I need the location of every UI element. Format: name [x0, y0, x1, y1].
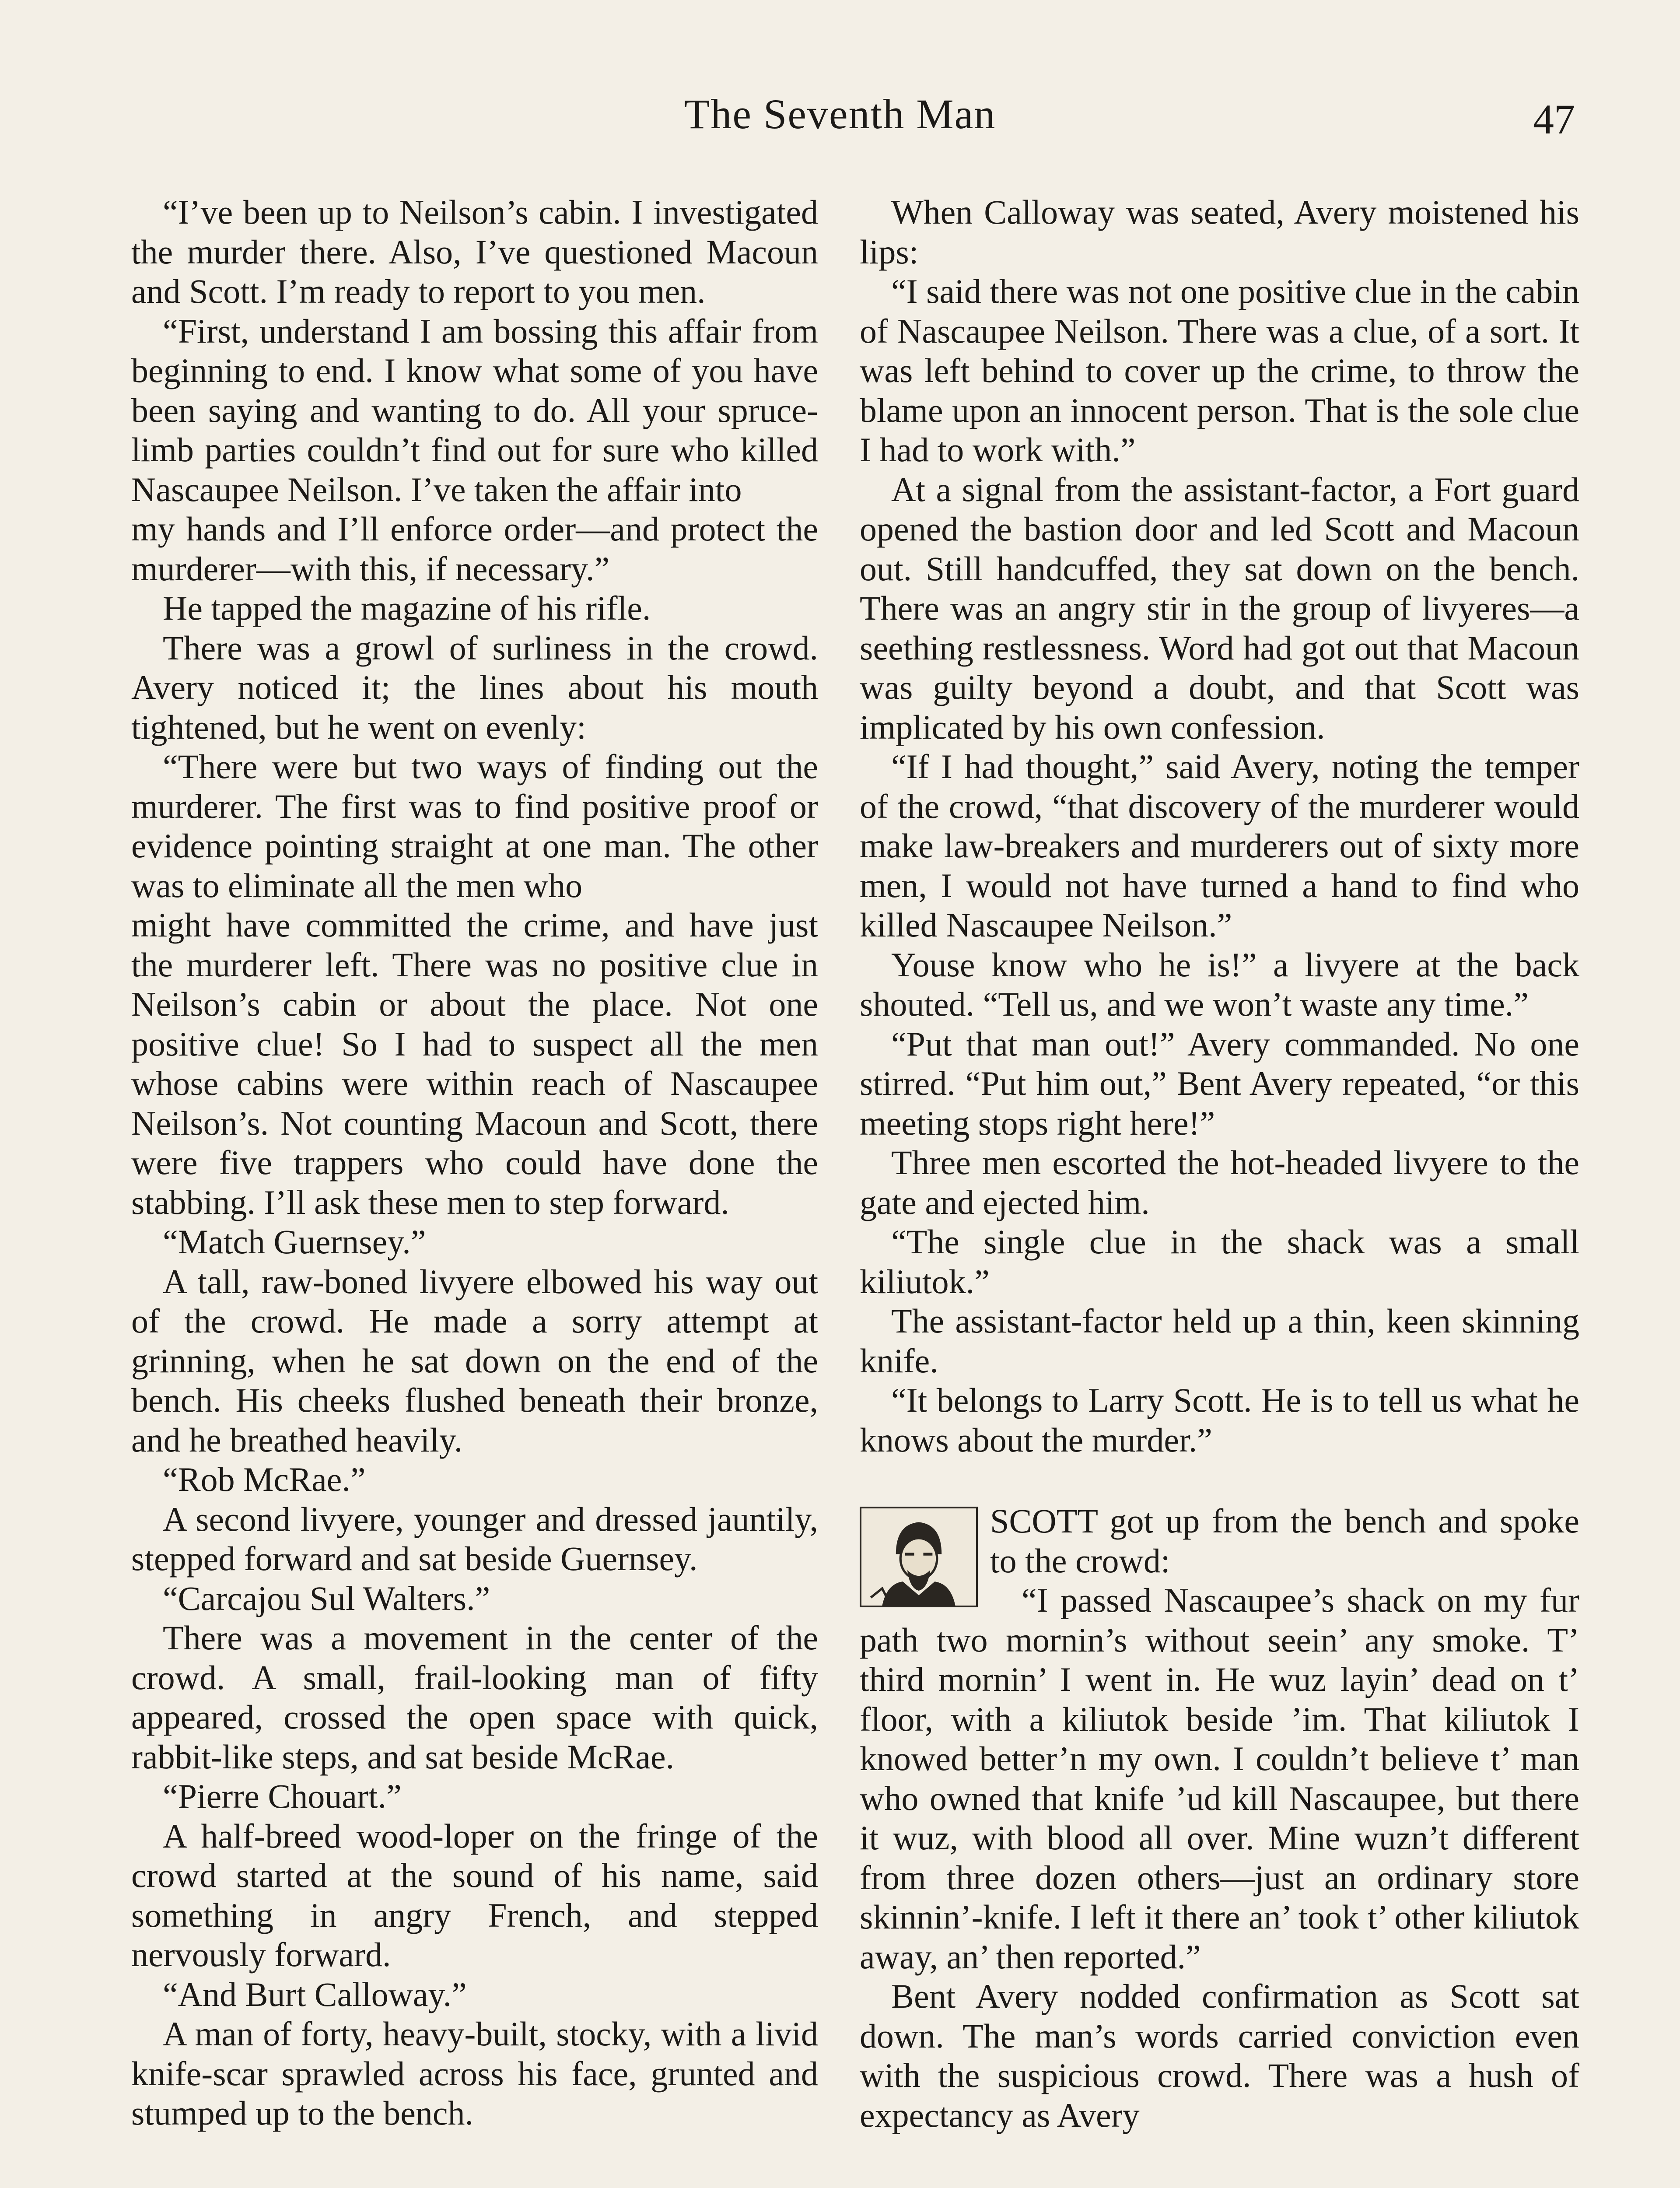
paragraph: “And Burt Calloway.”: [163, 1975, 467, 2013]
paragraph: Three men escorted the hot-headed livyere to the gate and ejected him.: [860, 1143, 1579, 1221]
paragraph: “If I had thought,” said Avery, noting the temper of the crowd, “that discovery of the murderer would make law-breakers and murderers out of sixty more men, I would not have turned a hand to find who killed Nascaupee Neilson.”: [860, 747, 1579, 944]
paragraph: “Rob McRae.”: [163, 1460, 366, 1498]
paragraph: “Carcajou Sul Walters.”: [163, 1579, 490, 1617]
running-head: [0, 90, 1680, 142]
paragraph: He tapped the magazine of his rifle.: [163, 589, 651, 627]
page-number: 47: [1533, 96, 1575, 143]
paragraph: The assistant-factor held up a thin, keen skinning knife.: [860, 1302, 1579, 1380]
paragraph: “I passed Nascaupee’s shack on my fur path two mornin’s without seein’ any smoke. T’ third mornin’ I went in. He wuz layin’ dead on t’ floor, with a kiliutok beside ’im. That kiliutok I knowed better’n my own. I couldn’t believe t’ man who owned that knife ’ud kill Nascaupee, but there it wuz, with blood all over. Mine wuzn’t different from three dozen others—just an ordinary store skinnin’-knife. I left it there an’ took t’ other kiliutok away, an’ then reported.”: [860, 1581, 1579, 1976]
paragraph: “Match Guernsey.”: [163, 1223, 426, 1261]
section-opening-paragraph: SCOTT got up from the bench and spoke to the crowd:: [990, 1502, 1579, 1580]
paragraph: There was a growl of surliness in the crowd. Avery noticed it; the lines about his mouth tightened, but he went on evenly:: [131, 628, 818, 746]
left-column: [131, 193, 818, 2188]
paragraph: At a signal from the assistant-factor, a Fort guard opened the bastion door and led Scott and Macoun out. Still handcuffed, they sat down on the bench. There was an angry stir in the group of livyeres—a seething restlessness. Word had got out that Macoun was guilty beyond a doubt, and that Scott was implicated by his own confession.: [860, 470, 1579, 746]
paragraph: “Put that man out!” Avery commanded. No one stirred. “Put him out,” Bent Avery repeated, “or this meeting stops right here!”: [860, 1024, 1579, 1142]
paragraph: “First, understand I am bossing this affair from beginning to end. I know what some of you have been saying and wanting to do. All your spruce-limb parties couldn’t find out for sure who killed Nascaupee Neilson. I’ve taken the affair into: [131, 312, 818, 508]
paragraph: “I’ve been up to Neilson’s cabin. I investigated the murder there. Also, I’ve questioned Macoun and Scott. I’m ready to report to you men.: [131, 193, 818, 310]
paragraph: “Pierre Chouart.”: [163, 1777, 402, 1815]
paragraph: A man of forty, heavy-built, stocky, with a livid knife-scar sprawled across his face, grunted and stumped up to the bench.: [131, 2015, 818, 2132]
paragraph: There was a movement in the center of the crowd. A small, frail-looking man of fifty appeared, crossed the open space with quick, rabbit-like steps, and sat beside McRae.: [131, 1619, 818, 1776]
paragraph: A tall, raw-boned livyere elbowed his way out of the crowd. He made a sorry attempt at grinning, when he sat down on the end of the bench. His cheeks flushed beneath their bronze, and he breathed heavily.: [131, 1262, 818, 1459]
story-title: The Seventh Man: [684, 91, 996, 137]
paragraph: “I said there was not one positive clue in the cabin of Nascaupee Neilson. There was a clue, of a sort. It was left behind to cover up the crime, to throw the blame upon an innocent person. That is the sole clue I had to work with.”: [860, 272, 1579, 469]
paragraph: “There were but two ways of finding out the murderer. The first was to find positive proof or evidence pointing straight at one man. The other was to eliminate all the men who: [131, 747, 818, 905]
paragraph: When Calloway was seated, Avery moistened his lips:: [860, 193, 1579, 271]
right-column: [860, 193, 1579, 2188]
paragraph: Bent Avery nodded confirmation as Scott sat down. The man’s words carried conviction even with the suspicious crowd. There was a hush of expectancy as Avery: [860, 1977, 1579, 2134]
section-break: [860, 1460, 1579, 1501]
paragraph: Youse know who he is!” a livyere at the back shouted. “Tell us, and we won’t waste any time.”: [860, 945, 1579, 1023]
paragraph: “It belongs to Larry Scott. He is to tell us what he knows about the murder.”: [860, 1381, 1579, 1459]
paragraph: A second livyere, younger and dressed jauntily, stepped forward and sat beside Guernsey.: [131, 1500, 818, 1578]
paragraph-continuation: might have committed the crime, and have just the murderer left. There was no positive clue in Neilson’s cabin or about the place. Not one positive clue! So I had to suspect all the men whose cabins were within reach of Nascaupee Neilson’s. Not counting Macoun and Scott, there were five trappers who could have done the stabbing. I’ll ask these men to step forward.: [131, 906, 818, 1221]
paragraph-continuation: my hands and I’ll enforce order—and protect the murderer—with this, if necessary.”: [131, 510, 818, 588]
paragraph: A half-breed wood-loper on the fringe of the crowd started at the sound of his name, said something in angry French, and stepped nervously forward.: [131, 1816, 818, 1974]
paragraph: “The single clue in the shack was a small kiliutok.”: [860, 1223, 1579, 1301]
